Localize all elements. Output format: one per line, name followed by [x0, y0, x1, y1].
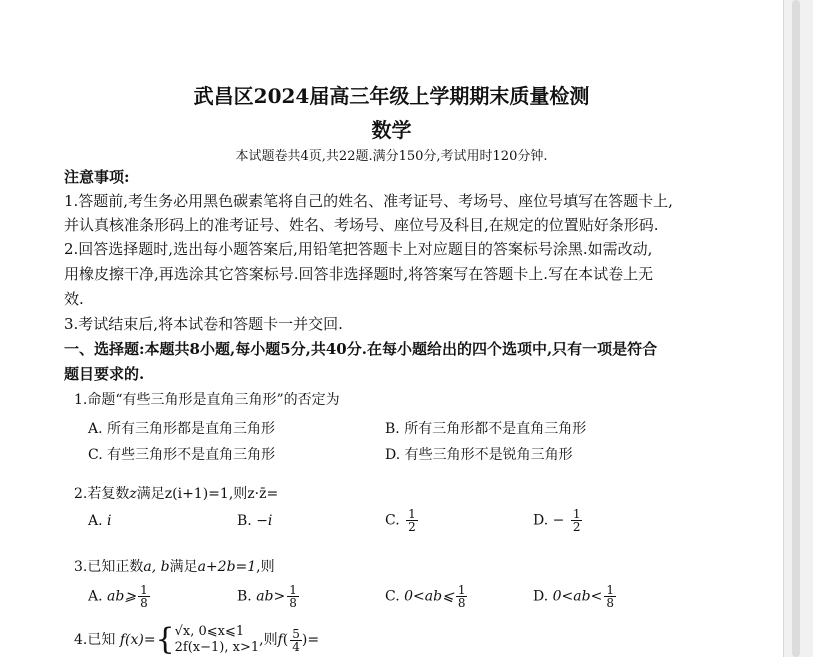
- q3-vars: a, b: [143, 559, 170, 575]
- q3-a-label: A.: [88, 588, 103, 605]
- q2-c-num: 1: [408, 507, 416, 521]
- q4-stem-end: =: [307, 632, 320, 648]
- q3-b-fraction: [287, 584, 299, 609]
- q4-stem-pre: 4.已知: [74, 632, 116, 648]
- q2-a-label: A.: [88, 513, 103, 529]
- q3-option-a: [88, 584, 150, 609]
- q3-d-den: 8: [606, 596, 614, 610]
- notice-p2-line1: 2.回答选择题时,选出每小题答案后,用铅笔把答题卡上对应题目的答案标号涂黑.如需改动,: [64, 240, 653, 258]
- q4-fx: f(x)=: [119, 632, 156, 648]
- q4-f-call: f: [277, 632, 283, 648]
- notice-heading: 注意事项:: [64, 168, 130, 186]
- q1-option-c: C. 有些三角形不是直角三角形: [88, 447, 276, 463]
- q3-a-expr: ab⩾: [107, 588, 137, 605]
- exam-info: 本试题卷共4页,共22题.满分150分,考试用时120分钟.: [235, 149, 548, 164]
- q3-c-num: 1: [457, 583, 466, 597]
- q3-b-expr: ab>: [256, 588, 286, 605]
- section1-heading-line2: 题目要求的.: [64, 365, 145, 383]
- notice-p2-line3: 效.: [64, 290, 84, 308]
- q2-d-fraction: [571, 508, 583, 533]
- q2-stem-mid: 满足: [136, 486, 165, 502]
- q4-stem: 4.已知 f(x)={ √x, 0⩽x⩽1 2f(x−1), x>1 ,则f( $\frac{5}{4}$ )=: [74, 622, 320, 657]
- q1-option-a: A. 所有三角形都是直角三角形: [88, 421, 276, 437]
- q4-num: 5: [292, 626, 300, 641]
- q2-option-d: [533, 508, 582, 533]
- q3-b-den: 8: [289, 596, 297, 610]
- q4-brace: {: [155, 622, 175, 657]
- q2-c-den: 2: [408, 520, 416, 534]
- q2-d-num: 1: [572, 507, 581, 521]
- notice-p1-line1: 1.答题前,考生务必用黑色碳素笔将自己的姓名、准考证号、考场号、座位号填写在答题卡上,: [64, 192, 673, 210]
- q3-a-num: 1: [140, 583, 148, 597]
- q4-den: 4: [292, 639, 300, 654]
- q2-d-den: 2: [572, 520, 581, 534]
- q3-a-fraction: [138, 584, 150, 609]
- q2-stem-pre: 2.若复数: [74, 486, 130, 502]
- q2-eq2: z·z̄=: [247, 486, 279, 502]
- q4-case2: 2f(x−1), x>1: [174, 640, 260, 655]
- q3-option-d: [533, 584, 616, 609]
- q4-fraction: [290, 628, 302, 653]
- q2-b-value: −i: [256, 513, 273, 529]
- q2-var-z: z: [129, 486, 137, 502]
- q2-eq1: z(i+1)=1: [164, 486, 229, 502]
- q3-c-expr: 0<ab⩽: [404, 588, 454, 605]
- q3-stem: [74, 556, 275, 576]
- q2-option-c: [385, 508, 418, 533]
- q3-stem-mid: 满足: [169, 559, 198, 575]
- q1-option-b: B. 所有三角形都不是直角三角形: [385, 421, 587, 437]
- q2-option-a: [88, 513, 112, 529]
- section1-heading-line1: 一、选择题:本题共8小题,每小题5分,共40分.在每小题给出的四个选项中,只有一项是符合: [64, 340, 658, 358]
- q2-d-label: D. −: [533, 512, 565, 529]
- notice-p2-line2: 用橡皮擦干净,再选涂其它答案标号.回答非选择题时,将答案写在答题卡上.写在本试卷上无: [64, 265, 654, 283]
- q2-stem: [74, 483, 278, 503]
- notice-p1-line2: 并认真核准条形码上的准考证号、姓名、考场号、座位号及科目,在规定的位置贴好条形码.: [64, 216, 659, 234]
- q4-stem-mid: ,则: [259, 632, 278, 648]
- q1-option-d: D. 有些三角形不是锐角三角形: [385, 447, 573, 463]
- q3-c-fraction: [456, 584, 468, 609]
- q3-stem-end: ,则: [256, 559, 275, 575]
- q3-option-c: [385, 584, 467, 609]
- q3-stem-pre: 3.已知正数: [74, 559, 144, 575]
- q3-b-num: 1: [289, 583, 297, 597]
- q3-d-num: 1: [606, 583, 614, 597]
- q2-option-b: [237, 513, 272, 529]
- q3-option-b: [237, 584, 299, 609]
- q1-stem: 1.命题“有些三角形是直角三角形”的否定为: [74, 392, 340, 408]
- q4-case1: √x, 0⩽x⩽1: [174, 624, 245, 639]
- q2-c-fraction: [406, 508, 418, 533]
- q3-a-den: 8: [140, 596, 148, 610]
- q3-d-fraction: [604, 584, 616, 609]
- subject-title: 数学: [371, 118, 412, 142]
- q3-d-expr: 0<ab<: [552, 588, 603, 605]
- q2-stem-mid2: ,则: [228, 486, 248, 502]
- q2-b-label: B.: [237, 513, 252, 529]
- scrollbar-thumb[interactable]: [792, 0, 800, 657]
- q3-eq: a+2b=1: [197, 559, 257, 575]
- notice-p3: 3.考试结束后,将本试卷和答题卡一并交回.: [64, 315, 343, 333]
- q4-cases: [175, 624, 259, 656]
- q2-a-value: i: [107, 513, 112, 529]
- q3-c-den: 8: [457, 596, 466, 610]
- q3-c-label: C.: [385, 588, 400, 605]
- q3-d-label: D.: [533, 588, 549, 605]
- exam-title: 武昌区2024届高三年级上学期期末质量检测: [193, 84, 590, 108]
- q2-c-label: C.: [385, 512, 400, 529]
- q3-b-label: B.: [237, 588, 252, 605]
